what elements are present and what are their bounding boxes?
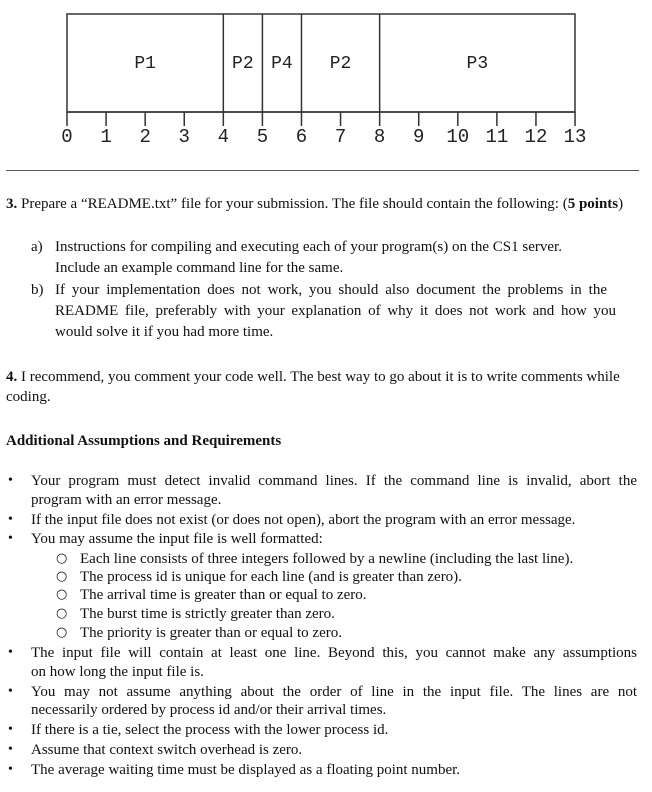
q3-text-end: ) xyxy=(618,196,624,212)
req-3: You may assume the input file is well formatted: xyxy=(31,531,323,547)
axis-tick-label: 10 xyxy=(446,126,470,148)
axis-tick-label: 6 xyxy=(295,126,308,148)
circle-bullet-icon: ○ xyxy=(56,625,68,640)
req-4-line1: The input file will contain at least one line. Beyond this, you cannot make any assumptions xyxy=(31,645,637,661)
q3-points: 5 points xyxy=(567,196,619,212)
req-1-line2: program with an error message. xyxy=(31,492,222,508)
q4-number: 4. xyxy=(6,369,18,385)
q3-number: 3. xyxy=(6,196,18,212)
q3-item-b-label: b) xyxy=(31,282,44,298)
bullet-icon: • xyxy=(8,722,13,737)
axis-tick-label: 4 xyxy=(217,126,230,148)
req-6: If there is a tie, select the process with the lower process id. xyxy=(31,722,389,738)
circle-bullet-icon: ○ xyxy=(56,587,68,602)
req-8: The average waiting time must be displayed as a floating point number. xyxy=(31,762,461,778)
axis-tick-label: 3 xyxy=(178,126,190,148)
req-3-sub-4: The burst time is strictly greater than zero. xyxy=(80,606,335,622)
gantt-segment-label: P4 xyxy=(271,54,293,74)
axis-tick-label: 1 xyxy=(100,126,112,148)
axis-tick-label: 11 xyxy=(485,126,509,148)
q3-item-b-line1: If your implementation does not work, you should also document the problems in the xyxy=(55,282,607,298)
bullet-icon: • xyxy=(8,512,13,527)
q3-item-a-line1: Instructions for compiling and executing each of your program(s) on the CS1 server. xyxy=(55,239,562,255)
req-4-line2: on how long the input file is. xyxy=(31,664,204,680)
axis-tick-label: 13 xyxy=(563,126,587,148)
bullet-icon: • xyxy=(8,762,13,777)
axis-tick-label: 12 xyxy=(524,126,548,148)
q3-item-b-line2: README file, preferably with your explanation of why it does not work and how you xyxy=(55,303,616,319)
axis-tick-label: 5 xyxy=(256,126,269,148)
circle-bullet-icon: ○ xyxy=(56,551,68,566)
gantt-segment-label: P2 xyxy=(232,54,254,74)
req-5-line1: You may not assume anything about the order of line in the input file. The lines are not xyxy=(31,684,637,700)
axis-tick-label: 2 xyxy=(139,126,151,148)
gantt-chart xyxy=(0,0,652,165)
bullet-icon: • xyxy=(8,645,13,660)
q3-item-b-line3: would solve it if you had more time. xyxy=(55,324,274,340)
section-divider xyxy=(6,170,639,171)
q4-text: I recommend, you comment your code well. The best way to go about it is to write comments while coding. xyxy=(6,369,620,405)
circle-bullet-icon: ○ xyxy=(56,606,68,621)
req-3-sub-1: Each line consists of three integers followed by a newline (including the last line). xyxy=(80,551,574,567)
bullet-icon: • xyxy=(8,531,13,546)
bullet-icon: • xyxy=(8,742,13,757)
req-5-line2: necessarily ordered by process id and/or their arrival times. xyxy=(31,702,387,718)
gantt-segment-label: P2 xyxy=(329,54,352,74)
req-1-line1: Your program must detect invalid command lines. If the command line is invalid, abort the xyxy=(31,473,637,489)
q3-text: Prepare a “README.txt” file for your submission. The file should contain the following: ( xyxy=(17,196,568,212)
axis-tick-label: 7 xyxy=(334,126,347,148)
req-3-sub-2: The process id is unique for each line (and is greater than zero). xyxy=(80,569,462,585)
additional-heading: Additional Assumptions and Requirements xyxy=(6,433,282,449)
axis-tick-label: 9 xyxy=(413,126,425,148)
axis-tick-label: 8 xyxy=(373,126,386,148)
req-2: If the input file does not exist (or does not open), abort the program with an error message. xyxy=(31,512,576,528)
question-3 xyxy=(6,194,628,214)
q3-item-a-label: a) xyxy=(31,239,43,255)
circle-bullet-icon: ○ xyxy=(56,569,68,584)
question-4 xyxy=(6,367,634,407)
bullet-icon: • xyxy=(8,684,13,699)
q3-item-a-line2: Include an example command line for the same. xyxy=(55,260,344,276)
req-3-sub-3: The arrival time is greater than or equal to zero. xyxy=(80,587,367,603)
req-3-sub-5: The priority is greater than or equal to zero. xyxy=(80,625,342,641)
req-7: Assume that context switch overhead is zero. xyxy=(31,742,303,758)
gantt-segment-label: P1 xyxy=(134,54,156,74)
axis-tick-label: 0 xyxy=(61,126,73,148)
bullet-icon: • xyxy=(8,473,13,488)
gantt-segment-label: P3 xyxy=(466,54,489,74)
